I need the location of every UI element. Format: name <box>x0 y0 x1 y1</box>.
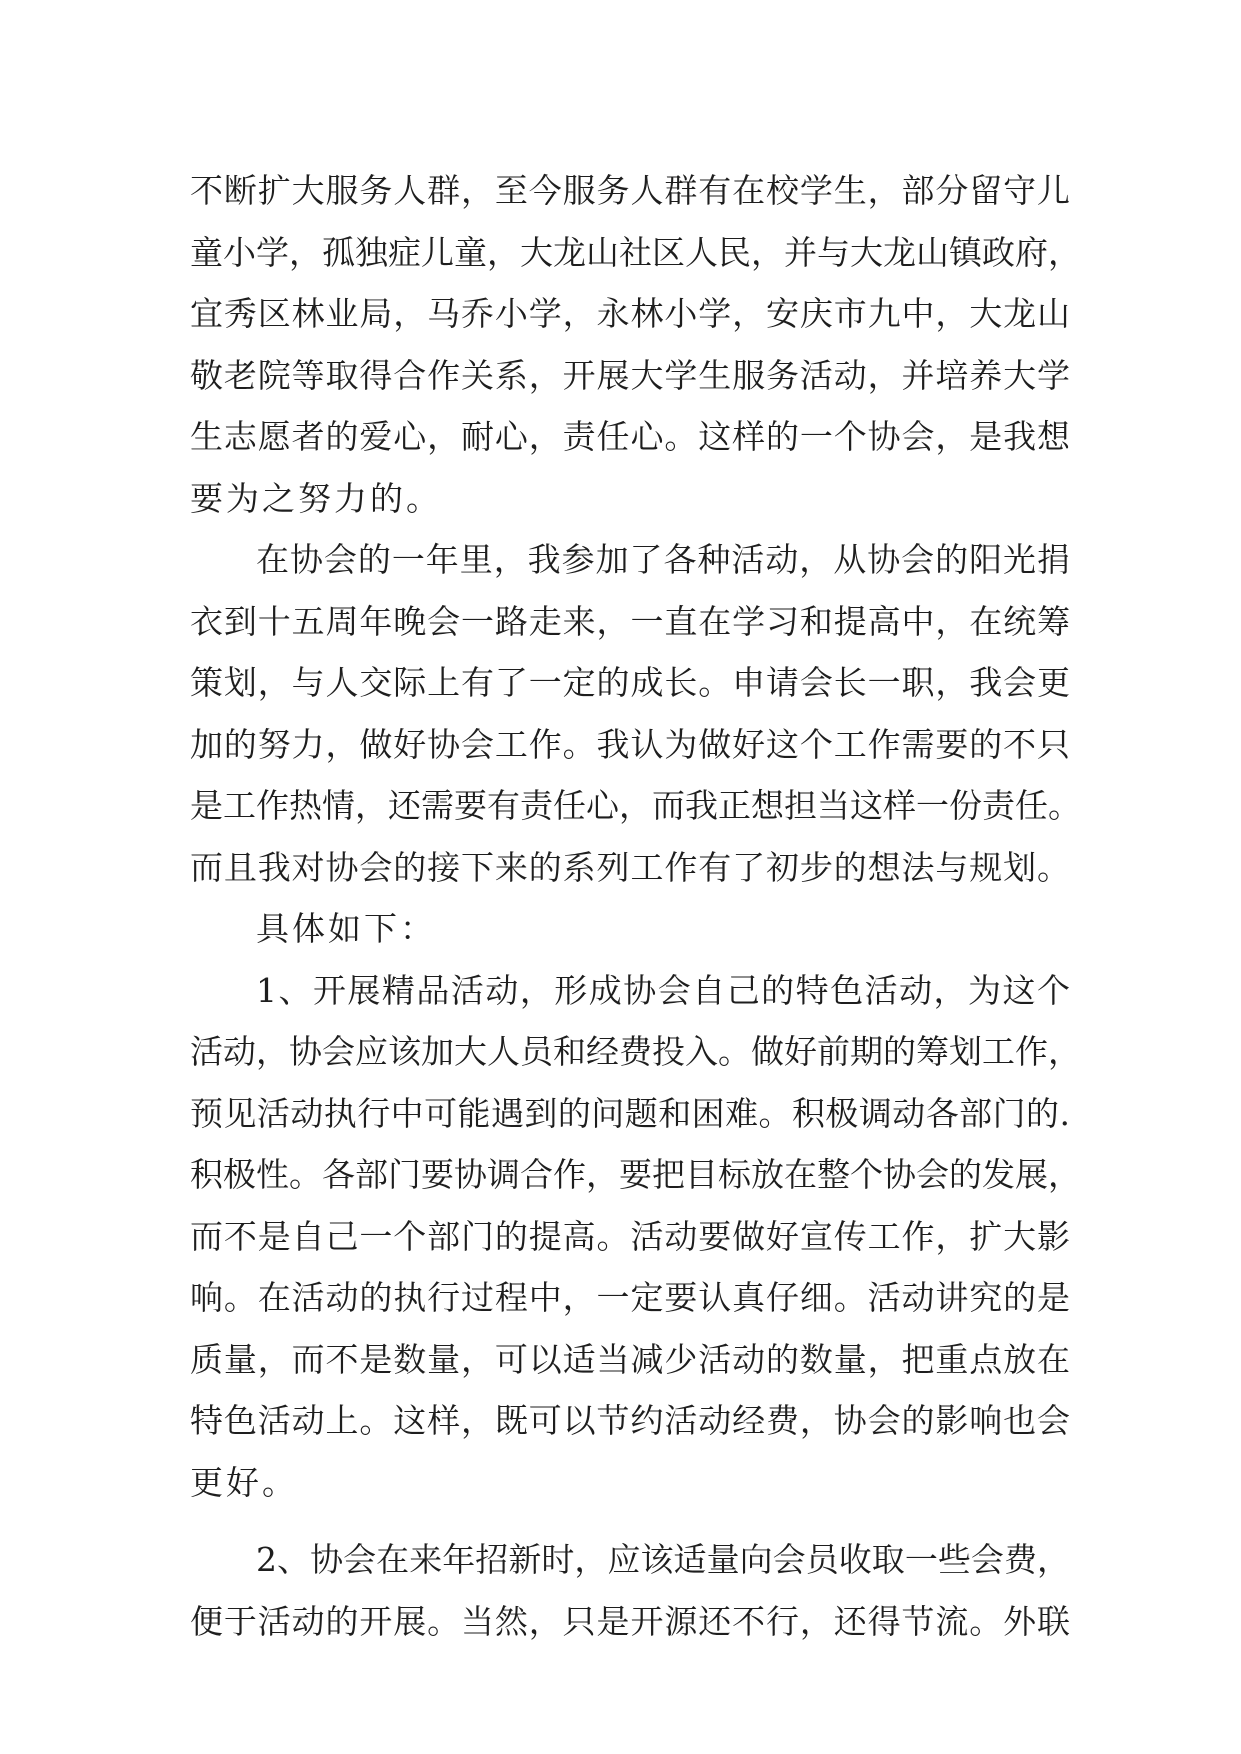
paragraph <box>190 960 1081 1514</box>
text-line: 童小学，孤独症儿童，大龙山社区人民，并与大龙山镇政府， <box>190 232 1081 272</box>
text-line: 具体如下： <box>256 909 436 948</box>
text-line: 更好。 <box>190 1462 298 1502</box>
text-line: 敬老院等取得合作关系，开展大学生服务活动，并培养大学 <box>190 355 1070 395</box>
text-line: 宜秀区林业局，马乔小学，永林小学，安庆市九中，大龙山 <box>190 294 1070 333</box>
text-line: 积极性。各部门要协调合作，要把目标放在整个协会的发展， <box>190 1155 1081 1194</box>
paragraph-spacer <box>190 1513 1070 1529</box>
text-line: 预见活动执行中可能遇到的问题和困难。积极调动各部门的. <box>190 1093 1070 1133</box>
paragraph <box>190 1529 1070 1652</box>
paragraph <box>190 160 1081 529</box>
text-line: 而且我对协会的接下来的系列工作有了初步的想法与规划。 <box>190 847 1070 887</box>
paragraph <box>190 529 1081 898</box>
text-line: 1、开展精品活动，形成协会自己的特色活动，为这个 <box>256 970 1070 1010</box>
text-line: 加的努力，做好协会工作。我认为做好这个工作需要的不只 <box>190 724 1070 764</box>
paragraph <box>190 898 1070 960</box>
document-body <box>190 160 1081 1652</box>
text-line: 便于活动的开展。当然，只是开源还不行，还得节流。外联 <box>190 1601 1070 1641</box>
text-line: 策划，与人交际上有了一定的成长。申请会长一职，我会更 <box>190 663 1070 702</box>
text-line: 2、协会在来年招新时，应该适量向会员收取一些会费， <box>256 1540 1070 1579</box>
text-line: 不断扩大服务人群，至今服务人群有在校学生，部分留守儿 <box>190 171 1070 210</box>
text-line: 要为之努力的。 <box>190 478 442 518</box>
text-line: 质量，而不是数量，可以适当减少活动的数量，把重点放在 <box>190 1339 1070 1379</box>
text-line: 衣到十五周年晚会一路走来，一直在学习和提高中，在统筹 <box>190 601 1070 641</box>
text-line: 响。在活动的执行过程中，一定要认真仔细。活动讲究的是 <box>190 1278 1070 1317</box>
text-line: 生志愿者的爱心，耐心，责任心。这样的一个协会，是我想 <box>190 417 1070 456</box>
text-line: 活动，协会应该加大人员和经费投入。做好前期的筹划工作， <box>190 1032 1081 1071</box>
text-line: 是工作热情，还需要有责任心，而我正想担当这样一份责任。 <box>190 786 1081 825</box>
text-line: 而不是自己一个部门的提高。活动要做好宣传工作，扩大影 <box>190 1216 1070 1256</box>
text-line: 在协会的一年里，我参加了各种活动，从协会的阳光捐 <box>256 540 1070 579</box>
text-line: 特色活动上。这样，既可以节约活动经费，协会的影响也会 <box>190 1401 1070 1440</box>
